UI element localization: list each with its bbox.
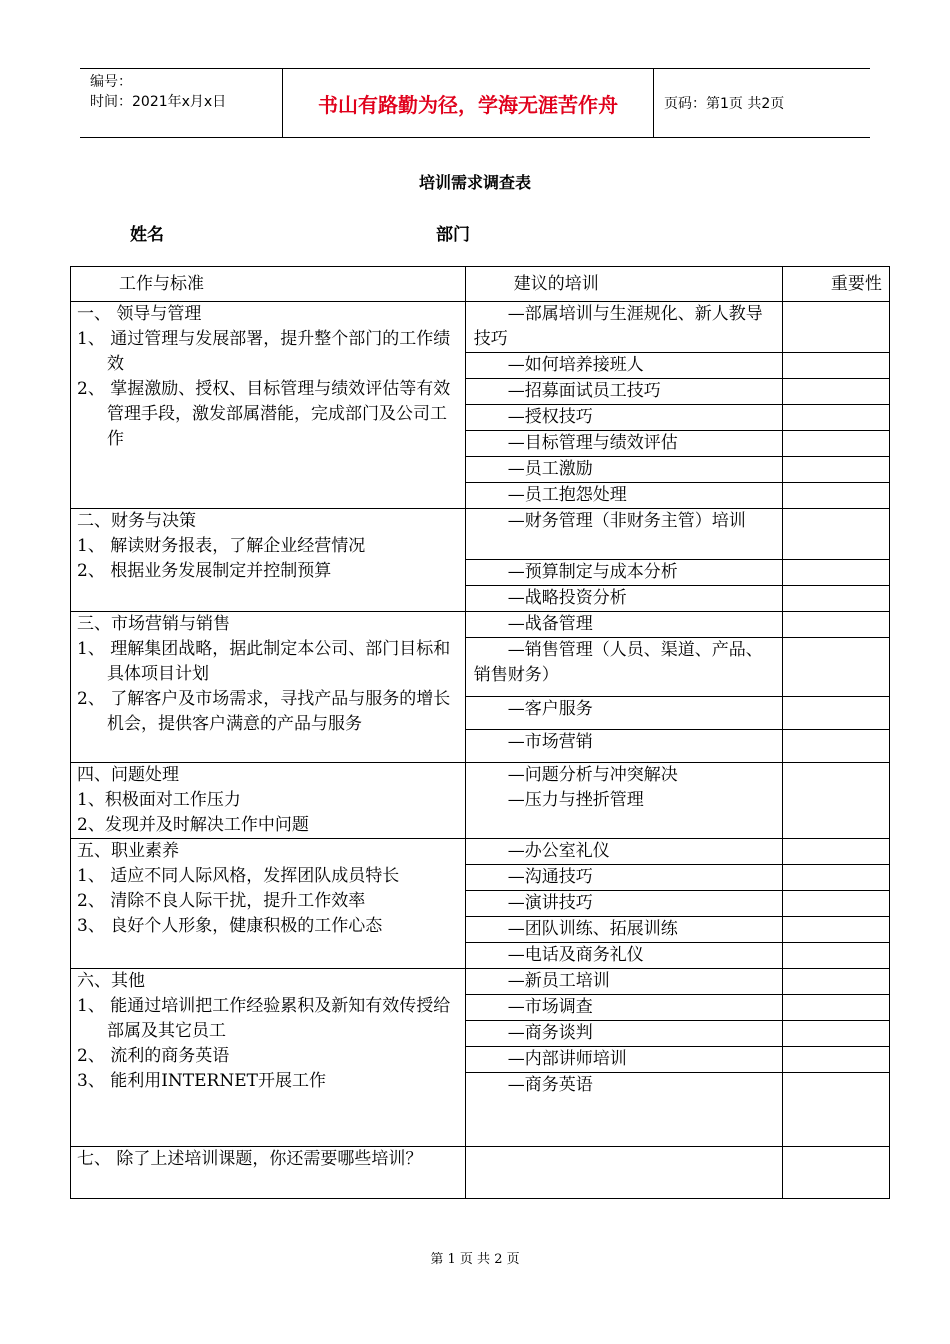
- standard-item: 2、 掌握激励、授权、目标管理与绩效评估等有效管理手段，激发部属潜能，完成部门及公司工作: [77, 379, 451, 449]
- standard-item: 1、 适应不同人际风格，发挥团队成员特长: [77, 866, 400, 886]
- importance-cell[interactable]: [782, 697, 889, 730]
- section-heading: 五、职业素养: [77, 841, 179, 861]
- page-footer: 第 1 页 共 2 页: [430, 1252, 520, 1267]
- training-cell: —战备管理: [465, 612, 782, 638]
- table-row: [71, 302, 890, 353]
- training-cell: —战略投资分析: [465, 586, 782, 612]
- standard-item: 1、积极面对工作压力: [77, 790, 241, 810]
- importance-cell[interactable]: [782, 457, 889, 483]
- importance-cell[interactable]: [782, 483, 889, 509]
- work-standard-cell: [71, 839, 466, 969]
- table-row: [71, 763, 890, 839]
- section-heading: 六、其他: [77, 971, 145, 991]
- survey-body: [71, 302, 890, 1199]
- importance-cell[interactable]: [782, 1073, 889, 1147]
- section-heading: 四、问题处理: [77, 765, 179, 785]
- importance-cell[interactable]: [782, 1047, 889, 1073]
- col-work-header: 工作与标准: [71, 267, 466, 302]
- importance-cell[interactable]: [782, 353, 889, 379]
- table-header-row: [71, 267, 890, 302]
- table-row: [71, 839, 890, 865]
- header-meta: [80, 69, 283, 137]
- section-heading: 三、市场营销与销售: [77, 614, 230, 634]
- col-importance-header: 重要性: [782, 267, 889, 302]
- training-cell: —商务谈判: [465, 1021, 782, 1047]
- training-cell: —办公室礼仪: [465, 839, 782, 865]
- standard-item: 2、 清除不良人际干扰，提升工作效率: [77, 891, 366, 911]
- importance-cell[interactable]: [782, 1147, 889, 1199]
- standard-item: 2、发现并及时解决工作中问题: [77, 815, 309, 835]
- standard-item: 1、 理解集团战略，据此制定本公司、部门目标和具体项目计划: [77, 639, 451, 684]
- training-cell: —部属培训与生涯规化、新人教导技巧: [465, 302, 782, 353]
- importance-cell[interactable]: [782, 586, 889, 612]
- standard-item: 2、 流利的商务英语: [77, 1046, 230, 1066]
- training-cell: —财务管理（非财务主管）培训: [465, 509, 782, 560]
- training-cell: —如何培养接班人: [465, 353, 782, 379]
- document-title: 培训需求调查表: [418, 173, 531, 192]
- importance-cell[interactable]: [782, 969, 889, 995]
- training-cell: —商务英语: [465, 1073, 782, 1147]
- motto: 书山有路勤为径，学海无涯苦作舟: [283, 69, 654, 137]
- importance-cell[interactable]: [782, 917, 889, 943]
- survey-table: [70, 266, 890, 1199]
- training-cell: —员工激励: [465, 457, 782, 483]
- time-label: 时间：2021年x月x日: [90, 94, 227, 110]
- importance-cell[interactable]: [782, 638, 889, 697]
- training-cell: —销售管理（人员、渠道、产品、销售财务）: [465, 638, 782, 697]
- work-standard-cell: [71, 612, 466, 763]
- training-cell: —沟通技巧: [465, 865, 782, 891]
- training-cell: —客户服务: [465, 697, 782, 730]
- standard-item: 1、 能通过培训把工作经验累积及新知有效传授给部属及其它员工: [77, 996, 451, 1041]
- col-training-header: 建议的培训: [465, 267, 782, 302]
- training-cell: —市场营销: [465, 730, 782, 763]
- standard-item: 2、 根据业务发展制定并控制预算: [77, 561, 332, 581]
- training-item: —压力与挫折管理: [507, 790, 644, 810]
- standard-item: 2、 了解客户及市场需求，寻找产品与服务的增长机会，提供客户满意的产品与服务: [77, 689, 451, 734]
- standard-item: 1、 通过管理与发展部署，提升整个部门的工作绩效: [77, 329, 451, 374]
- work-standard-cell: [71, 969, 466, 1147]
- training-cell: —内部讲师培训: [465, 1047, 782, 1073]
- training-cell: —新员工培训: [465, 969, 782, 995]
- table-row: [71, 1147, 890, 1199]
- importance-cell[interactable]: [782, 612, 889, 638]
- work-standard-cell: [71, 763, 466, 839]
- importance-cell[interactable]: [782, 730, 889, 763]
- training-cell: —招募面试员工技巧: [465, 379, 782, 405]
- importance-cell[interactable]: [782, 995, 889, 1021]
- importance-cell[interactable]: [782, 405, 889, 431]
- standard-item: 3、 能利用INTERNET开展工作: [77, 1071, 326, 1091]
- page-label: 页码：第1页 共2页: [664, 96, 785, 112]
- standard-item: 3、 良好个人形象，健康积极的工作心态: [77, 916, 383, 936]
- section-heading: 二、财务与决策: [77, 511, 196, 531]
- importance-cell[interactable]: [782, 431, 889, 457]
- table-row: [71, 612, 890, 638]
- table-row: [71, 969, 890, 995]
- importance-cell[interactable]: [782, 379, 889, 405]
- training-cell: —市场调查: [465, 995, 782, 1021]
- dept-label: 部门: [436, 225, 470, 245]
- training-cell: [465, 1147, 782, 1199]
- training-cell: —演讲技巧: [465, 891, 782, 917]
- training-cell: —电话及商务礼仪: [465, 943, 782, 969]
- training-cell: —目标管理与绩效评估: [465, 431, 782, 457]
- section-heading: 七、 除了上述培训课题，你还需要哪些培训？: [77, 1149, 423, 1169]
- work-standard-cell: [71, 509, 466, 612]
- page-header: [80, 68, 870, 138]
- importance-cell[interactable]: [782, 763, 889, 839]
- importance-cell[interactable]: [782, 560, 889, 586]
- importance-cell[interactable]: [782, 302, 889, 353]
- training-cell: —团队训练、拓展训练: [465, 917, 782, 943]
- training-cell: [465, 763, 782, 839]
- name-label: 姓名: [130, 225, 164, 245]
- importance-cell[interactable]: [782, 839, 889, 865]
- training-cell: —授权技巧: [465, 405, 782, 431]
- importance-cell[interactable]: [782, 1021, 889, 1047]
- work-standard-cell: [71, 302, 466, 509]
- training-item: —问题分析与冲突解决: [507, 765, 678, 785]
- section-heading: 一、 领导与管理: [77, 304, 202, 324]
- work-standard-cell: [71, 1147, 466, 1199]
- training-cell: —预算制定与成本分析: [465, 560, 782, 586]
- training-cell: —员工抱怨处理: [465, 483, 782, 509]
- table-row: [71, 509, 890, 560]
- importance-cell[interactable]: [782, 509, 889, 560]
- standard-item: 1、 解读财务报表，了解企业经营情况: [77, 536, 366, 556]
- importance-cell[interactable]: [782, 865, 889, 891]
- number-label: 编号：: [90, 74, 132, 90]
- importance-cell[interactable]: [782, 943, 889, 969]
- importance-cell[interactable]: [782, 891, 889, 917]
